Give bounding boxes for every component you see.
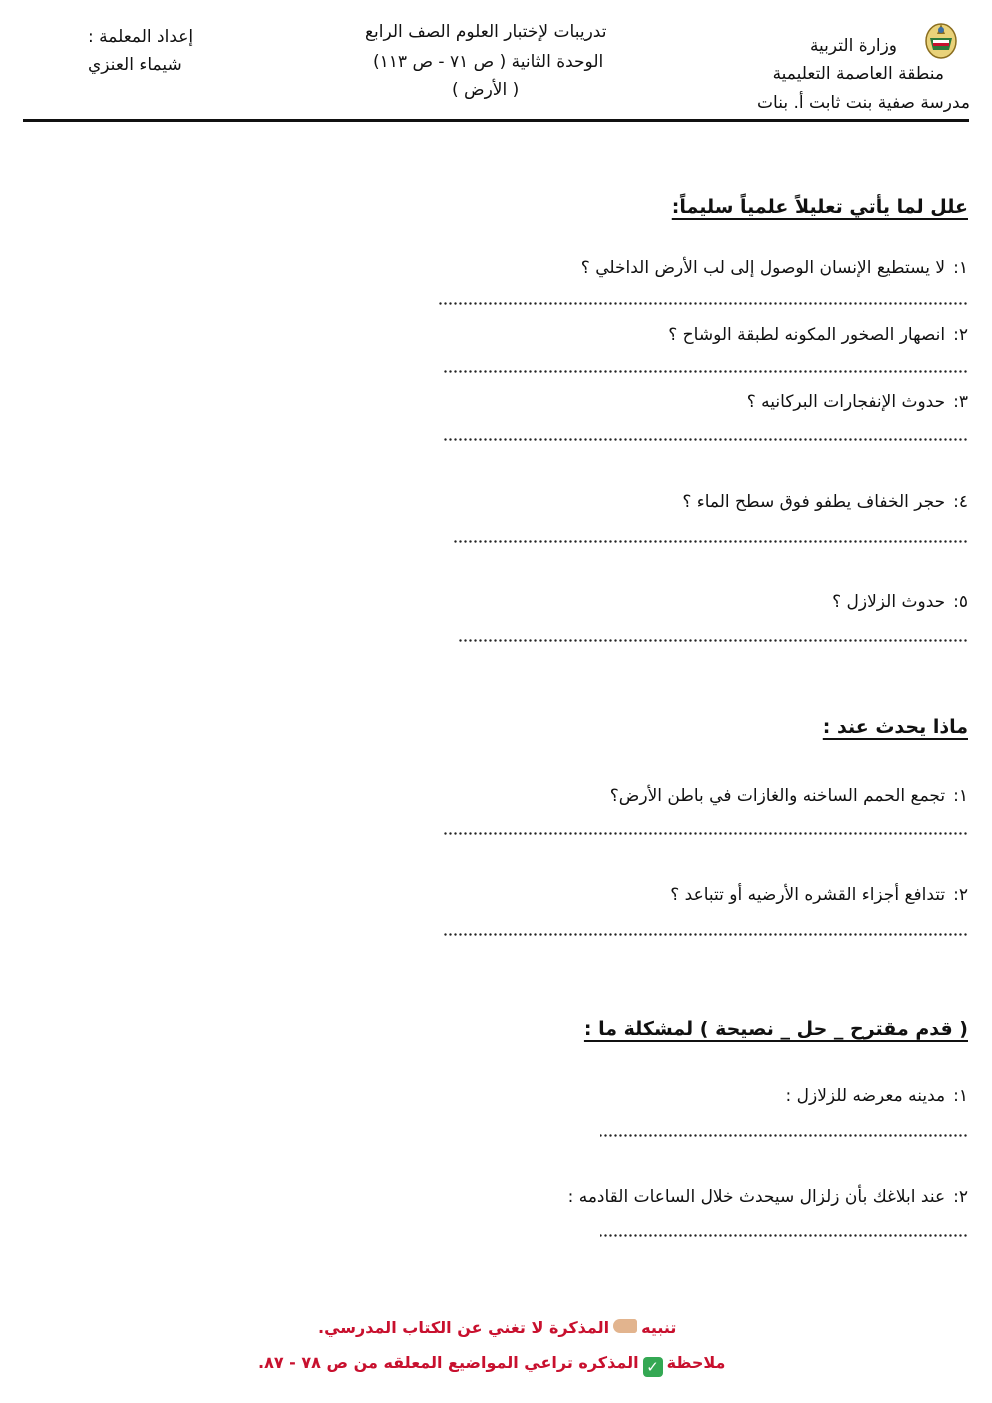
answer-line[interactable] [444, 929, 968, 939]
warning-label: تنبيه [641, 1318, 677, 1337]
question-number: ٢: [953, 1187, 968, 1207]
check-mark-icon: ✓ [643, 1357, 663, 1377]
question-text: تتدافع أجزاء القشره الأرضيه أو تتباعد ؟ [670, 885, 946, 905]
answer-line[interactable] [444, 828, 968, 838]
question-item [610, 786, 968, 806]
pointing-hand-icon [613, 1319, 637, 1333]
question-item [832, 592, 968, 612]
teacher-label: إعداد المعلمة : [88, 27, 194, 47]
answer-line[interactable] [444, 366, 968, 376]
question-text: انصهار الصخور المكونه لطبقة الوشاح ؟ [668, 325, 946, 345]
question-number: ٢: [953, 325, 968, 345]
topic-title: ( الأرض ) [452, 80, 520, 100]
question-item [568, 1187, 968, 1207]
question-text: تجمع الحمم الساخنه والغازات في باطن الأرض؟ [609, 786, 946, 806]
question-number: ١: [953, 258, 968, 278]
question-number: ١: [953, 1086, 968, 1106]
question-item [786, 1086, 969, 1106]
question-number: ١: [953, 786, 968, 806]
answer-line[interactable] [452, 536, 968, 546]
question-text: حدوث الزلازل ؟ [832, 592, 946, 612]
section-title-what-happens: ماذا يحدث عند : [822, 716, 968, 738]
remark-note [258, 1353, 725, 1377]
question-text: حجر الخفاف يطفو فوق سطح الماء ؟ [682, 492, 946, 512]
region-name: منطقة العاصمة التعليمية [772, 64, 944, 84]
answer-line[interactable] [438, 298, 968, 308]
question-text: لا يستطيع الإنسان الوصول إلى لب الأرض الداخلي ؟ [580, 258, 946, 278]
answer-line[interactable] [458, 635, 968, 645]
worksheet-title: تدريبات لإختبار العلوم الصف الرابع [365, 22, 607, 42]
question-text: عند ابلاغك بأن زلزال سيحدث خلال الساعات القادمه : [567, 1187, 946, 1207]
question-number: ٣: [953, 392, 968, 412]
question-item [682, 492, 968, 512]
question-item [668, 325, 968, 345]
question-item [581, 258, 968, 278]
section-title-suggest: ( قدم مقترح _ حل _ نصيحة ) لمشكلة ما : [583, 1018, 968, 1040]
kuwait-emblem-icon [924, 20, 958, 60]
remark-text: المذكره تراعي المواضيع المعلقه من ص ٧٨ - ٨٧. [258, 1353, 639, 1372]
header-divider [23, 119, 969, 122]
teacher-name: شيماء العنزي [88, 55, 182, 75]
school-name: مدرسة صفية بنت ثابت أ. بنات [757, 93, 970, 113]
ministry-name: وزارة التربية [809, 36, 897, 56]
question-number: ٥: [953, 592, 968, 612]
answer-line[interactable] [600, 1130, 968, 1140]
question-item [747, 392, 968, 412]
unit-pages: الوحدة الثانية ( ص ٧١ - ص ١١٣) [373, 52, 604, 72]
section-title-explain: علل لما يأتي تعليلاً علمياً سليماً: [671, 196, 968, 218]
question-text: حدوث الإنفجارات البركانيه ؟ [746, 392, 946, 412]
answer-line[interactable] [444, 434, 968, 444]
question-text: مدينه معرضه للزلازل : [785, 1086, 946, 1106]
question-number: ٢: [953, 885, 968, 905]
warning-note [318, 1318, 676, 1337]
answer-line[interactable] [600, 1230, 968, 1240]
warning-text: المذكرة لا تغني عن الكتاب المدرسي. [318, 1318, 610, 1337]
question-item [670, 885, 968, 905]
question-number: ٤: [953, 492, 968, 512]
remark-label: ملاحظة [666, 1353, 726, 1372]
